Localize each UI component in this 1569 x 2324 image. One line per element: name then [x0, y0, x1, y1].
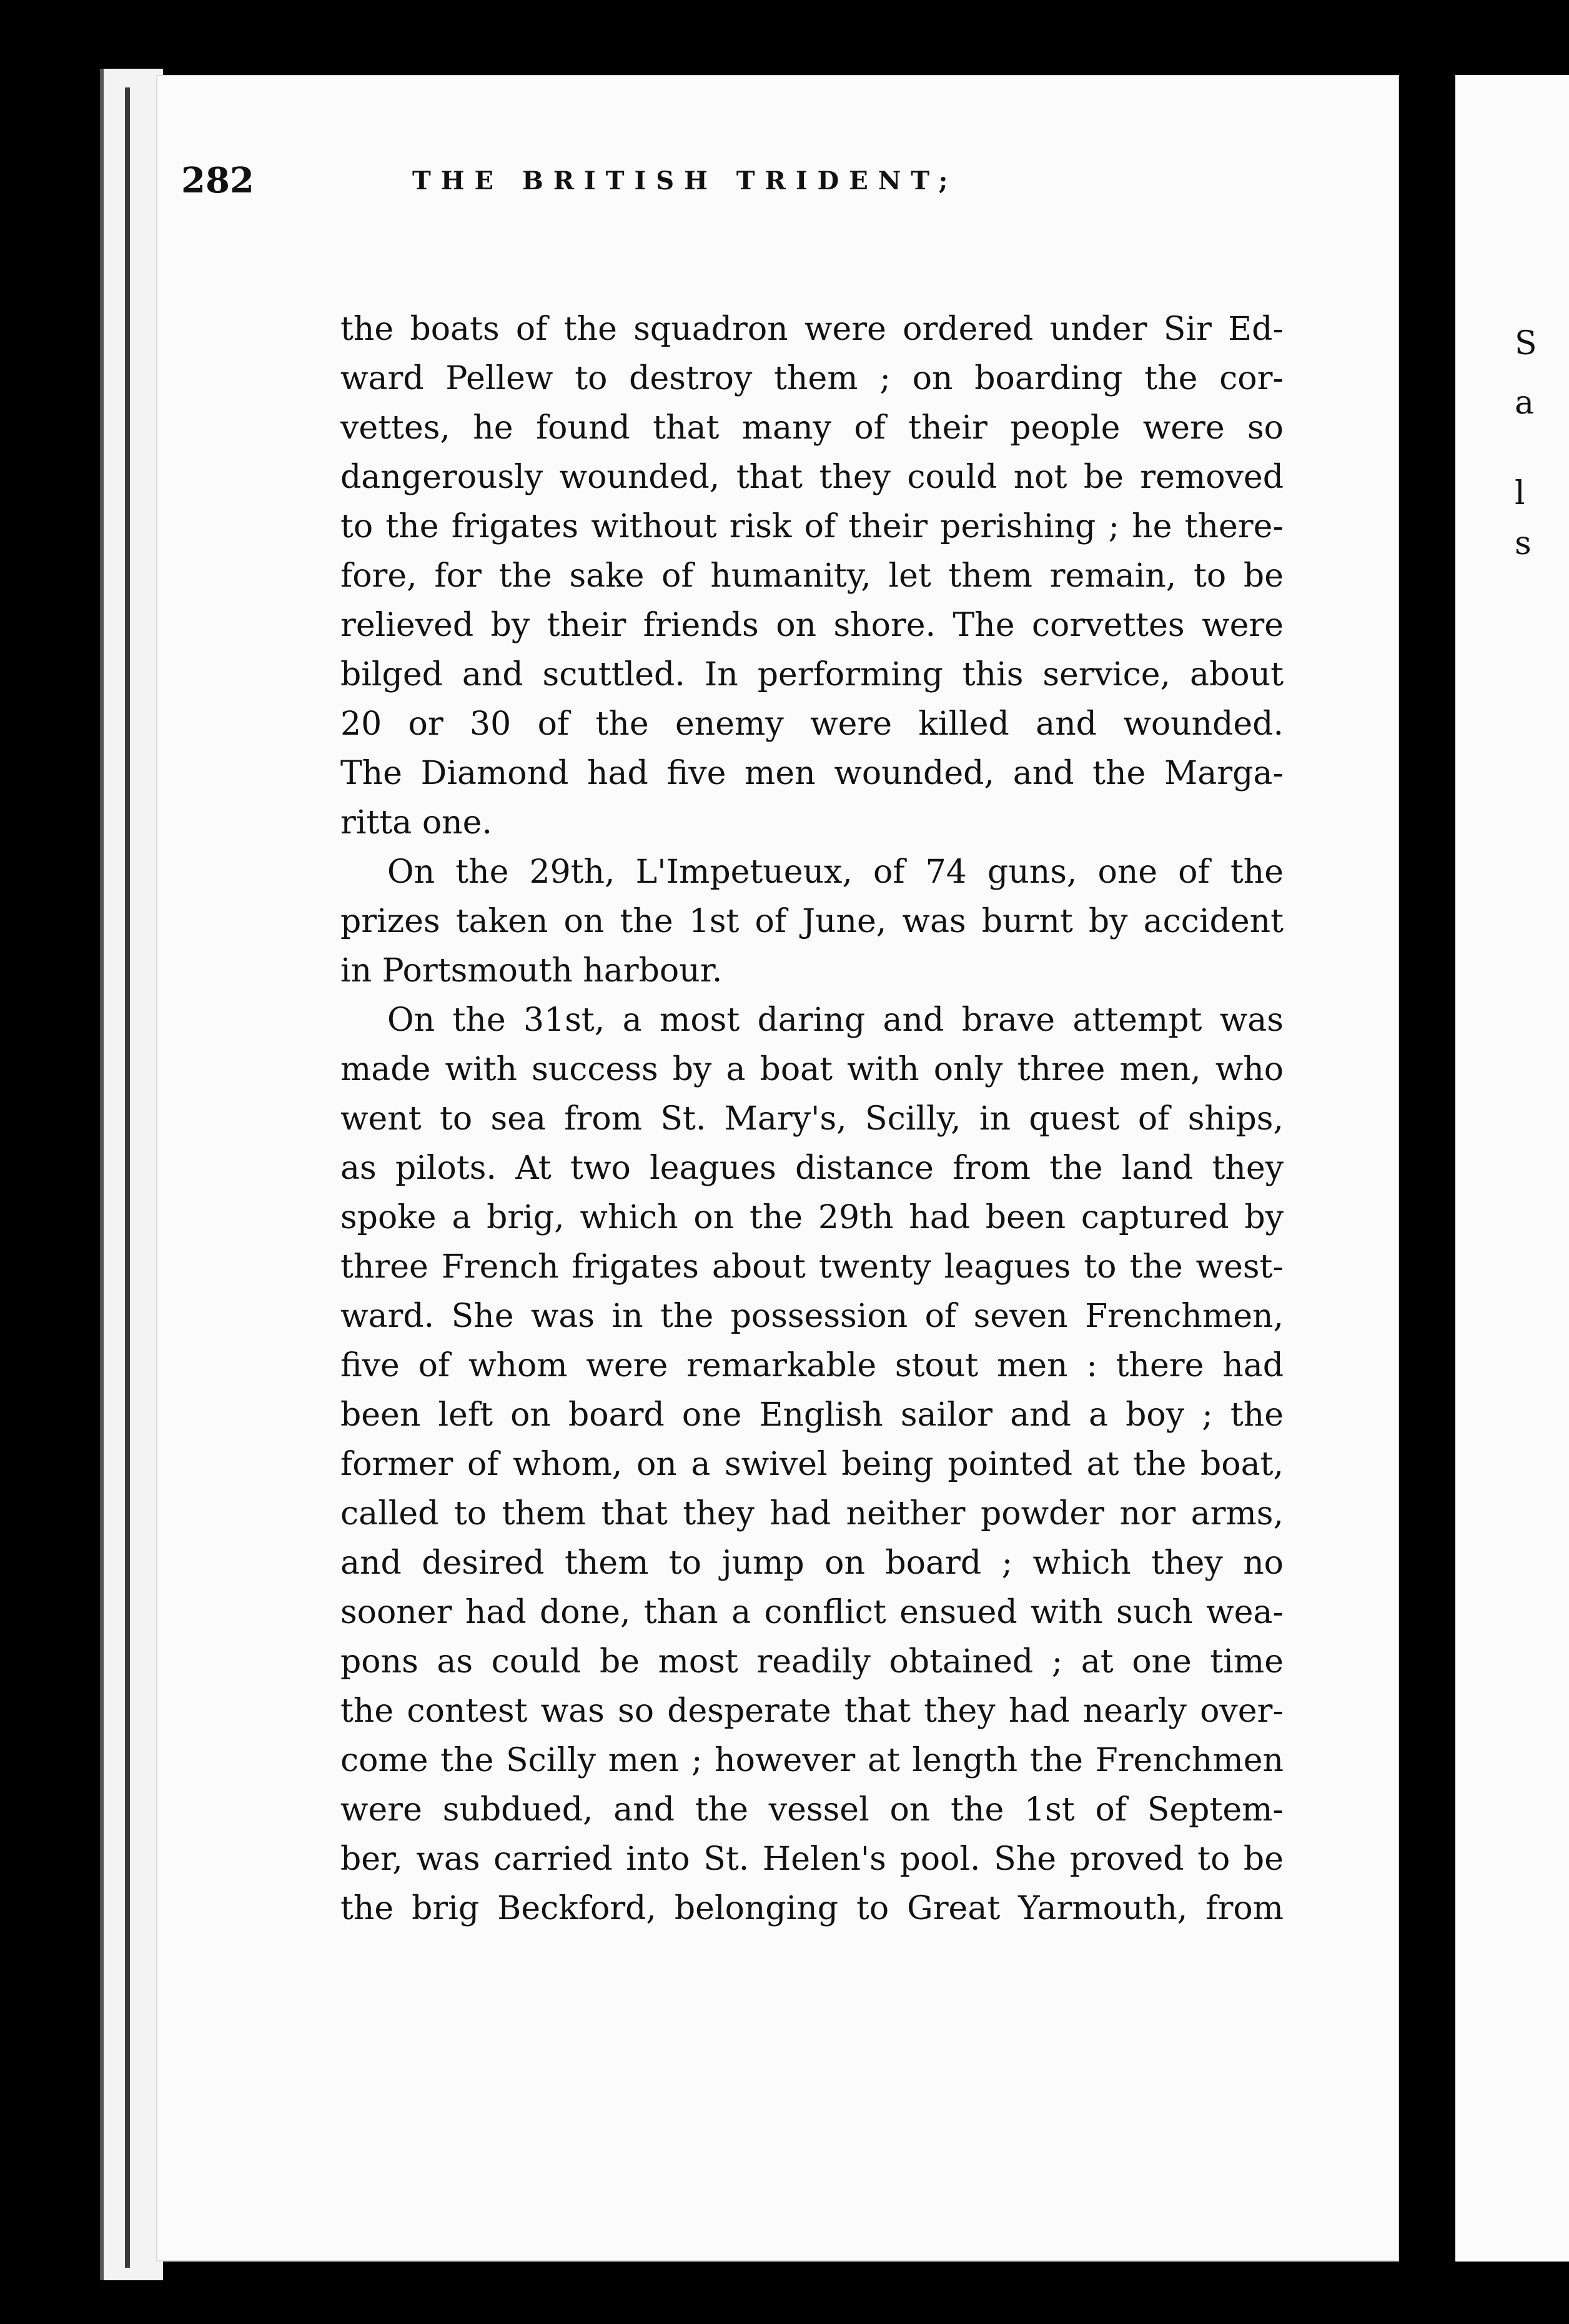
text-line: pons as could be most readily obtained ; at one time — [340, 1643, 1284, 1681]
text-line: spoke a brig, which on the 29th had been captured by — [340, 1199, 1284, 1236]
text-line: three French frigates about twenty leagues to the west- — [340, 1248, 1284, 1286]
text-line: five of whom were remarkable stout men : there had — [340, 1347, 1284, 1384]
page-edge-strip — [100, 69, 163, 2280]
page-number: 282 — [181, 160, 254, 201]
text-line: called to them that they had neither powder nor arms, — [340, 1495, 1284, 1532]
text-line: ritta one. — [340, 804, 492, 842]
text-line: were subdued, and the vessel on the 1st of Septem- — [340, 1791, 1284, 1829]
text-line: been left on board one English sailor and a boy ; the — [340, 1396, 1284, 1434]
text-line: The Diamond had five men wounded, and the Marga- — [340, 755, 1284, 792]
text-line: and desired them to jump on board ; which they no — [340, 1544, 1284, 1582]
facing-page-fragment: s — [1515, 525, 1532, 562]
text-line: bilged and scuttled. In performing this service, about — [340, 656, 1284, 693]
text-line: fore, for the sake of humanity, let them remain, to be — [340, 557, 1284, 595]
facing-page-fragment: S — [1515, 325, 1537, 362]
text-line: On the 29th, L'Impetueux, of 74 guns, one of the — [387, 853, 1284, 891]
text-line: prizes taken on the 1st of June, was burnt by accident — [340, 903, 1284, 940]
text-line: 20 or 30 of the enemy were killed and wounded. — [340, 705, 1284, 743]
text-line: vettes, he found that many of their people were so — [340, 409, 1284, 447]
text-line: in Portsmouth harbour. — [340, 952, 723, 990]
text-line: former of whom, on a swivel being pointed at the boat, — [340, 1446, 1284, 1483]
binding-shadow-line — [125, 87, 130, 2268]
text-line: made with success by a boat with only three men, who — [340, 1051, 1284, 1088]
page-header — [181, 160, 1243, 216]
text-line: ber, was carried into St. Helen's pool. She proved to be — [340, 1840, 1284, 1878]
facing-page-fragment: a — [1515, 384, 1535, 422]
text-line: ward Pellew to destroy them ; on boarding the cor- — [340, 360, 1284, 397]
text-line: ward. She was in the possession of seven Frenchmen, — [340, 1298, 1284, 1335]
text-line: to the frigates without risk of their perishing ; he there- — [340, 508, 1284, 545]
text-line: sooner had done, than a conflict ensued with such wea- — [340, 1594, 1284, 1631]
text-line: come the Scilly men ; however at length the Frenchmen — [340, 1742, 1284, 1779]
text-line: the boats of the squadron were ordered under Sir Ed- — [340, 310, 1284, 348]
text-line: dangerously wounded, that they could not be removed — [340, 459, 1284, 496]
text-line: as pilots. At two leagues distance from the land they — [340, 1150, 1284, 1187]
text-line: the contest was so desperate that they had nearly over- — [340, 1692, 1284, 1730]
facing-page-fragment: l — [1515, 475, 1525, 512]
running-title: THE BRITISH TRIDENT; — [412, 166, 958, 196]
body-text — [340, 305, 1284, 1934]
text-line: On the 31st, a most daring and brave attempt was — [387, 1001, 1284, 1039]
facing-page-edge — [1455, 75, 1569, 2262]
text-line: the brig Beckford, belonging to Great Yarmouth, from — [340, 1890, 1284, 1927]
text-line: relieved by their friends on shore. The corvettes were — [340, 607, 1284, 644]
text-line: went to sea from St. Mary's, Scilly, in quest of ships, — [340, 1100, 1284, 1138]
